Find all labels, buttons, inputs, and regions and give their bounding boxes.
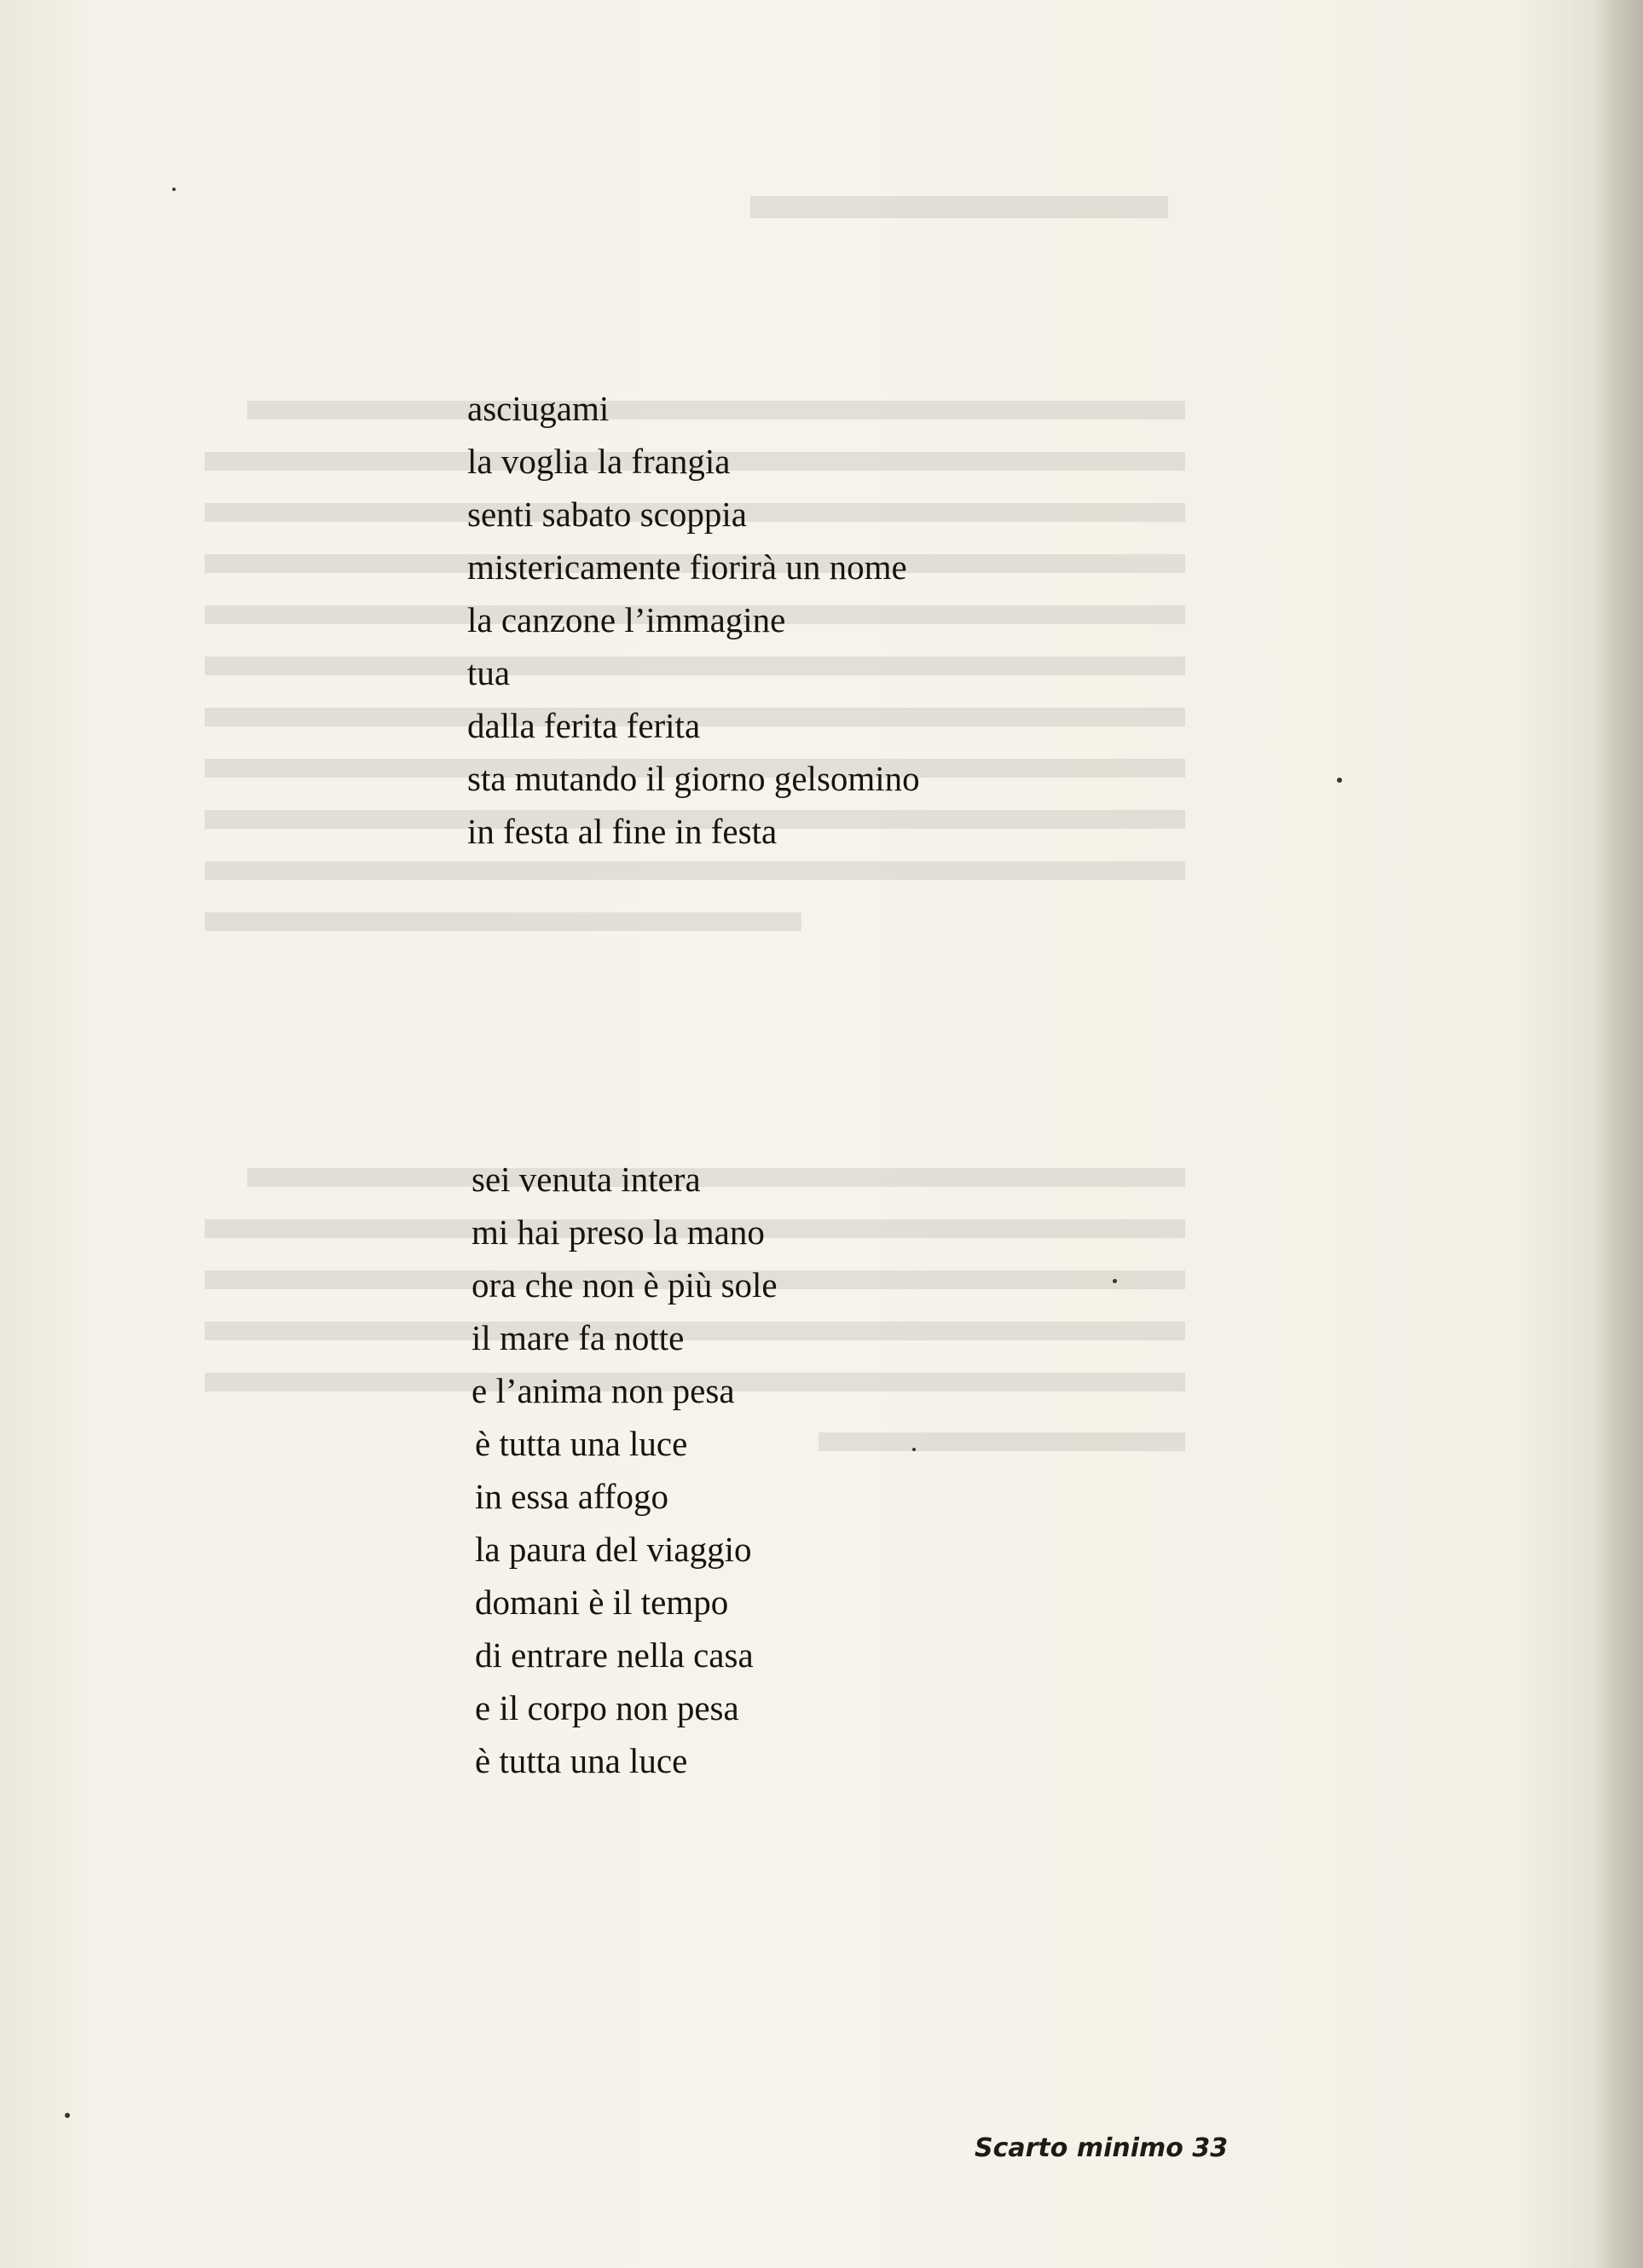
paper-speck (1113, 1279, 1117, 1283)
poem-line: e il corpo non pesa (475, 1688, 739, 1727)
page-edge-shadow (1594, 0, 1643, 2268)
poem-line: in festa al fine in festa (467, 812, 778, 851)
poem-line: mi hai preso la mano (471, 1212, 765, 1252)
poem-line: di entrare nella casa (475, 1635, 754, 1675)
paper-speck (172, 188, 176, 191)
poem-line: asciugami (467, 389, 610, 428)
poem-line: ora che non è più sole (471, 1265, 778, 1305)
poem-line: la voglia la frangia (467, 442, 731, 481)
page-footer: Scarto minimo 33 (975, 2133, 1229, 2163)
poem-line: sei venuta intera (471, 1160, 701, 1199)
poem-line: sta mutando il giorno gelsomino (467, 759, 920, 798)
poem-line: senti sabato scoppia (467, 495, 747, 534)
poem-line: dalla ferita ferita (467, 706, 701, 745)
poem-line: domani è il tempo (475, 1582, 729, 1622)
poem-line: è tutta una luce (475, 1424, 688, 1463)
paper-speck (65, 2113, 70, 2118)
poem-line: tua (467, 653, 511, 692)
poem-line: in essa affogo (475, 1477, 668, 1516)
poem-stanza-1 (467, 382, 920, 858)
paper-speck (1337, 778, 1342, 783)
poem-line: mistericamente fiorirà un nome (467, 547, 907, 587)
poem-line: la canzone l’immagine (467, 600, 786, 639)
poem-stanza-2 (471, 1153, 778, 1787)
poem-line: e l’anima non pesa (471, 1371, 735, 1410)
poem-line: è tutta una luce (475, 1741, 688, 1780)
poem-line: il mare fa notte (471, 1318, 685, 1357)
poem-line: la paura del viaggio (475, 1530, 752, 1569)
paper-speck (912, 1448, 916, 1451)
